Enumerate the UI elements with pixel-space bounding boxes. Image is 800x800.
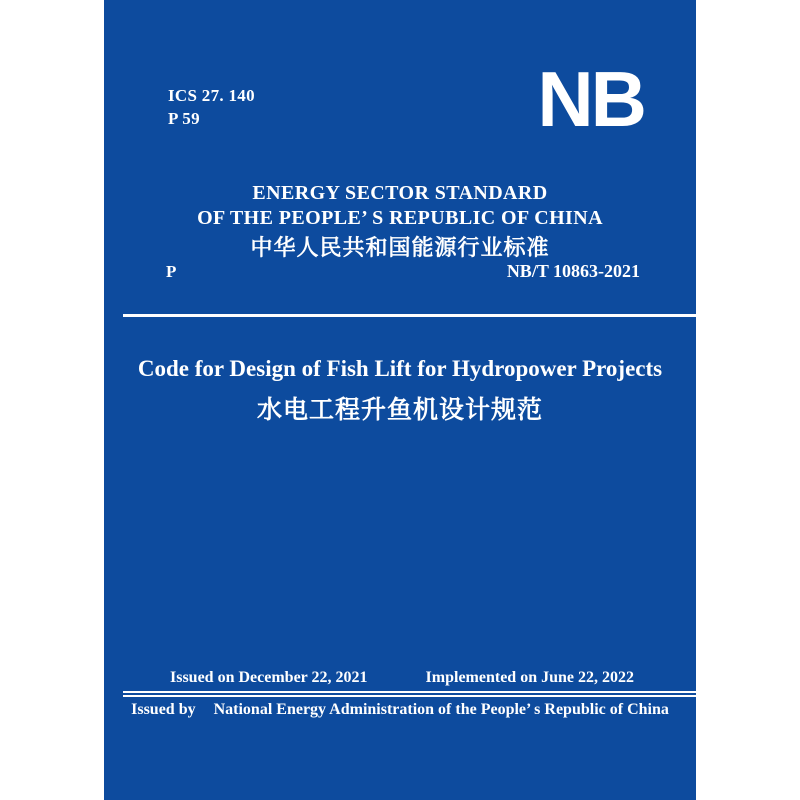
dates-row [170,669,634,687]
standard-cover [104,0,696,800]
ics-code: ICS 27. 140 [168,86,255,105]
classification-code: P 59 [168,109,200,128]
document-title-en: Code for Design of Fish Lift for Hydropower Projects [137,356,663,381]
doc-class-code: P [166,262,177,281]
implemented-on-date: Implemented on June 22, 2022 [425,669,634,686]
horizontal-rule-top [123,314,696,317]
nb-logo: NB [537,55,644,143]
issued-by-label: Issued by [131,701,196,718]
standard-type-cn: 中华人民共和国能源行业标准 [250,235,550,260]
standard-type-en-line2: OF THE PEOPLE’ S REPUBLIC OF CHINA [197,207,603,229]
document-title-cn: 水电工程升鱼机设计规范 [256,396,543,424]
issued-by-value: National Energy Administration of the People’ s Republic of China [213,701,669,718]
issued-by-row [104,701,696,719]
horizontal-rule-bottom [123,691,696,697]
standard-number: NB/T 10863-2021 [506,261,640,281]
standard-type-en-line1: ENERGY SECTOR STANDARD [252,182,548,204]
ics-classification-block [168,84,255,130]
issued-on-date: Issued on December 22, 2021 [170,669,368,686]
